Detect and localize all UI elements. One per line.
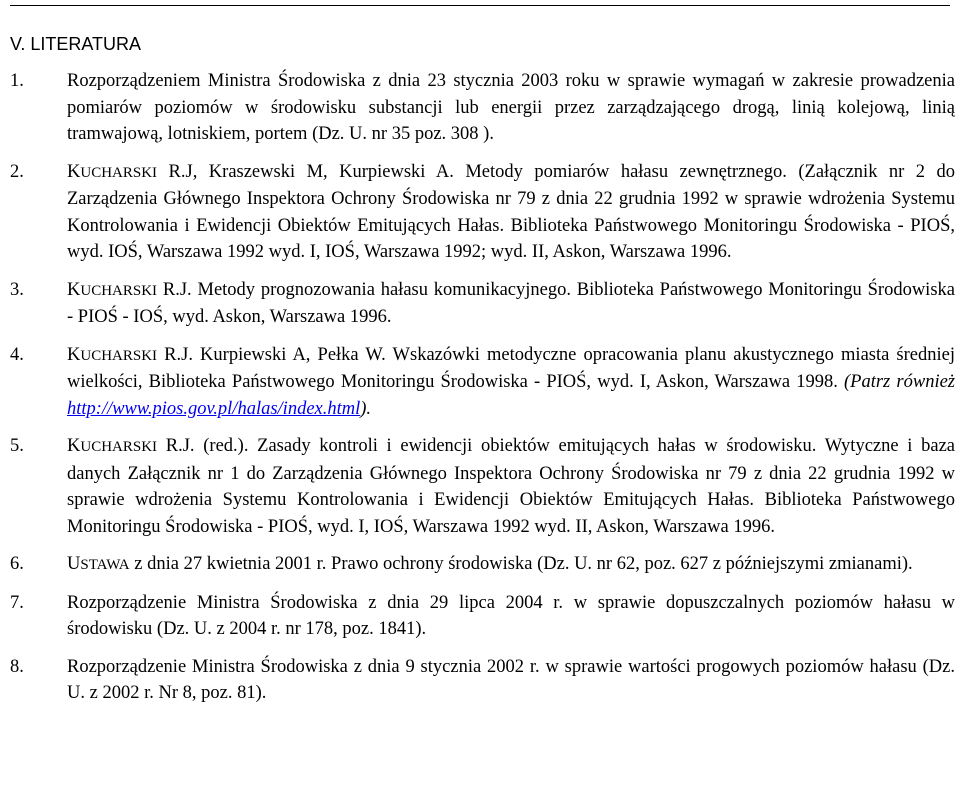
reference-item — [10, 433, 955, 540]
reference-author: KUCHARSKI R.J. (red.). — [67, 436, 249, 456]
reference-list — [10, 68, 955, 707]
reference-author: KUCHARSKI R.J. — [67, 344, 193, 365]
reference-number: 5. — [10, 436, 24, 456]
reference-text: Rozporządzenie Ministra Środowiska z dnia 29 lipca 2004 r. w sprawie dopuszczalnych poziomów hałasu w środowisku (Dz. U. z 2004 r. nr 178, poz. 1841). — [67, 592, 955, 639]
reference-number: 8. — [10, 656, 24, 677]
reference-item — [10, 68, 955, 148]
reference-number: 4. — [10, 344, 24, 365]
reference-link[interactable]: http://www.pios.gov.pl/halas/index.html — [67, 398, 361, 419]
reference-number: 2. — [10, 161, 24, 182]
reference-text: z dnia 27 kwietnia 2001 r. Prawo ochrony środowiska (Dz. U. nr 62, poz. 627 z późniejszymi zmianami). — [129, 554, 913, 574]
reference-author: USTAWA — [67, 554, 130, 574]
reference-item — [10, 342, 955, 423]
reference-item — [10, 159, 955, 266]
reference-item — [10, 277, 955, 331]
reference-text: Rozporządzenie Ministra Środowiska z dnia 9 stycznia 2002 r. w sprawie wartości progowych poziomów hałasu (Dz. U. z 2002 r. Nr 8, poz. 81). — [67, 656, 955, 703]
reference-note: (Patrz również http://www.pios.gov.pl/halas/index.html). — [67, 372, 955, 419]
reference-item — [10, 551, 955, 579]
top-rule — [10, 5, 950, 6]
reference-number: 3. — [10, 279, 24, 300]
reference-text: Rozporządzeniem Ministra Środowiska z dnia 23 stycznia 2003 roku w sprawie wymagań w zakresie prowadzenia pomiarów poziomów w środowisku substancji lub energii przez zarządzającego drogą, linią kolejową, linią tramwajową, lotniskiem, portem (Dz. U. nr 35 poz. 308 ). — [67, 71, 955, 144]
reference-text: Zasady kontroli i ewidencji obiektów emitujących hałas w środowisku. Wytyczne i baza danych Załącznik nr 1 do Zarządzenia Głównego Inspektora Ochrony Środowiska nr 79 z dnia 22 grudnia 1992 w sprawie wdrożenia Systemu Kontrolowania i Ewidencji Obiektów Emitujących Hałas. Biblioteka Państwowego Monitoringu Środowiska - PIOŚ, wyd. I, IOŚ, Warszawa 1992 wyd. II, Askon, Warszawa 1996. — [67, 436, 956, 537]
reference-author: KUCHARSKI R.J, — [67, 161, 198, 182]
reference-text: Kurpiewski A, Pełka W. Wskazówki metodyczne opracowania planu akustycznego miasta średniej wielkości, Biblioteka Państwowego Monitoringu Środowiska - PIOŚ, wyd. I, Askon, Warszawa 1998. — [67, 344, 955, 392]
reference-text: Metody prognozowania hałasu komunikacyjnego. Biblioteka Państwowego Monitoringu Środowiska - PIOŚ - IOŚ, wyd. Askon, Warszawa 1996. — [67, 279, 955, 327]
reference-text: Kraszewski M, Kurpiewski A. Metody pomiarów hałasu zewnętrznego. (Załącznik nr 2 do Zarządzenia Głównego Inspektora Ochrony Środowiska nr 79 z dnia 22 grudnia 1992 w sprawie wdrożenia Systemu Kontrolowania i Ewidencji Obiektów Emitujących Hałas. Biblioteka Państwowego Monitoringu Środowiska - PIOŚ, wyd. IOŚ, Warszawa 1992 wyd. I, IOŚ, Warszawa 1992; wyd. II, Askon, Warszawa 1996. — [67, 161, 955, 262]
reference-item — [10, 590, 955, 643]
reference-number: 7. — [10, 592, 24, 613]
reference-number: 6. — [10, 554, 24, 574]
reference-number: 1. — [10, 71, 24, 91]
reference-author: KUCHARSKI R.J. — [67, 279, 192, 300]
reference-item — [10, 654, 955, 707]
section-heading: V. LITERATURA — [10, 34, 142, 54]
